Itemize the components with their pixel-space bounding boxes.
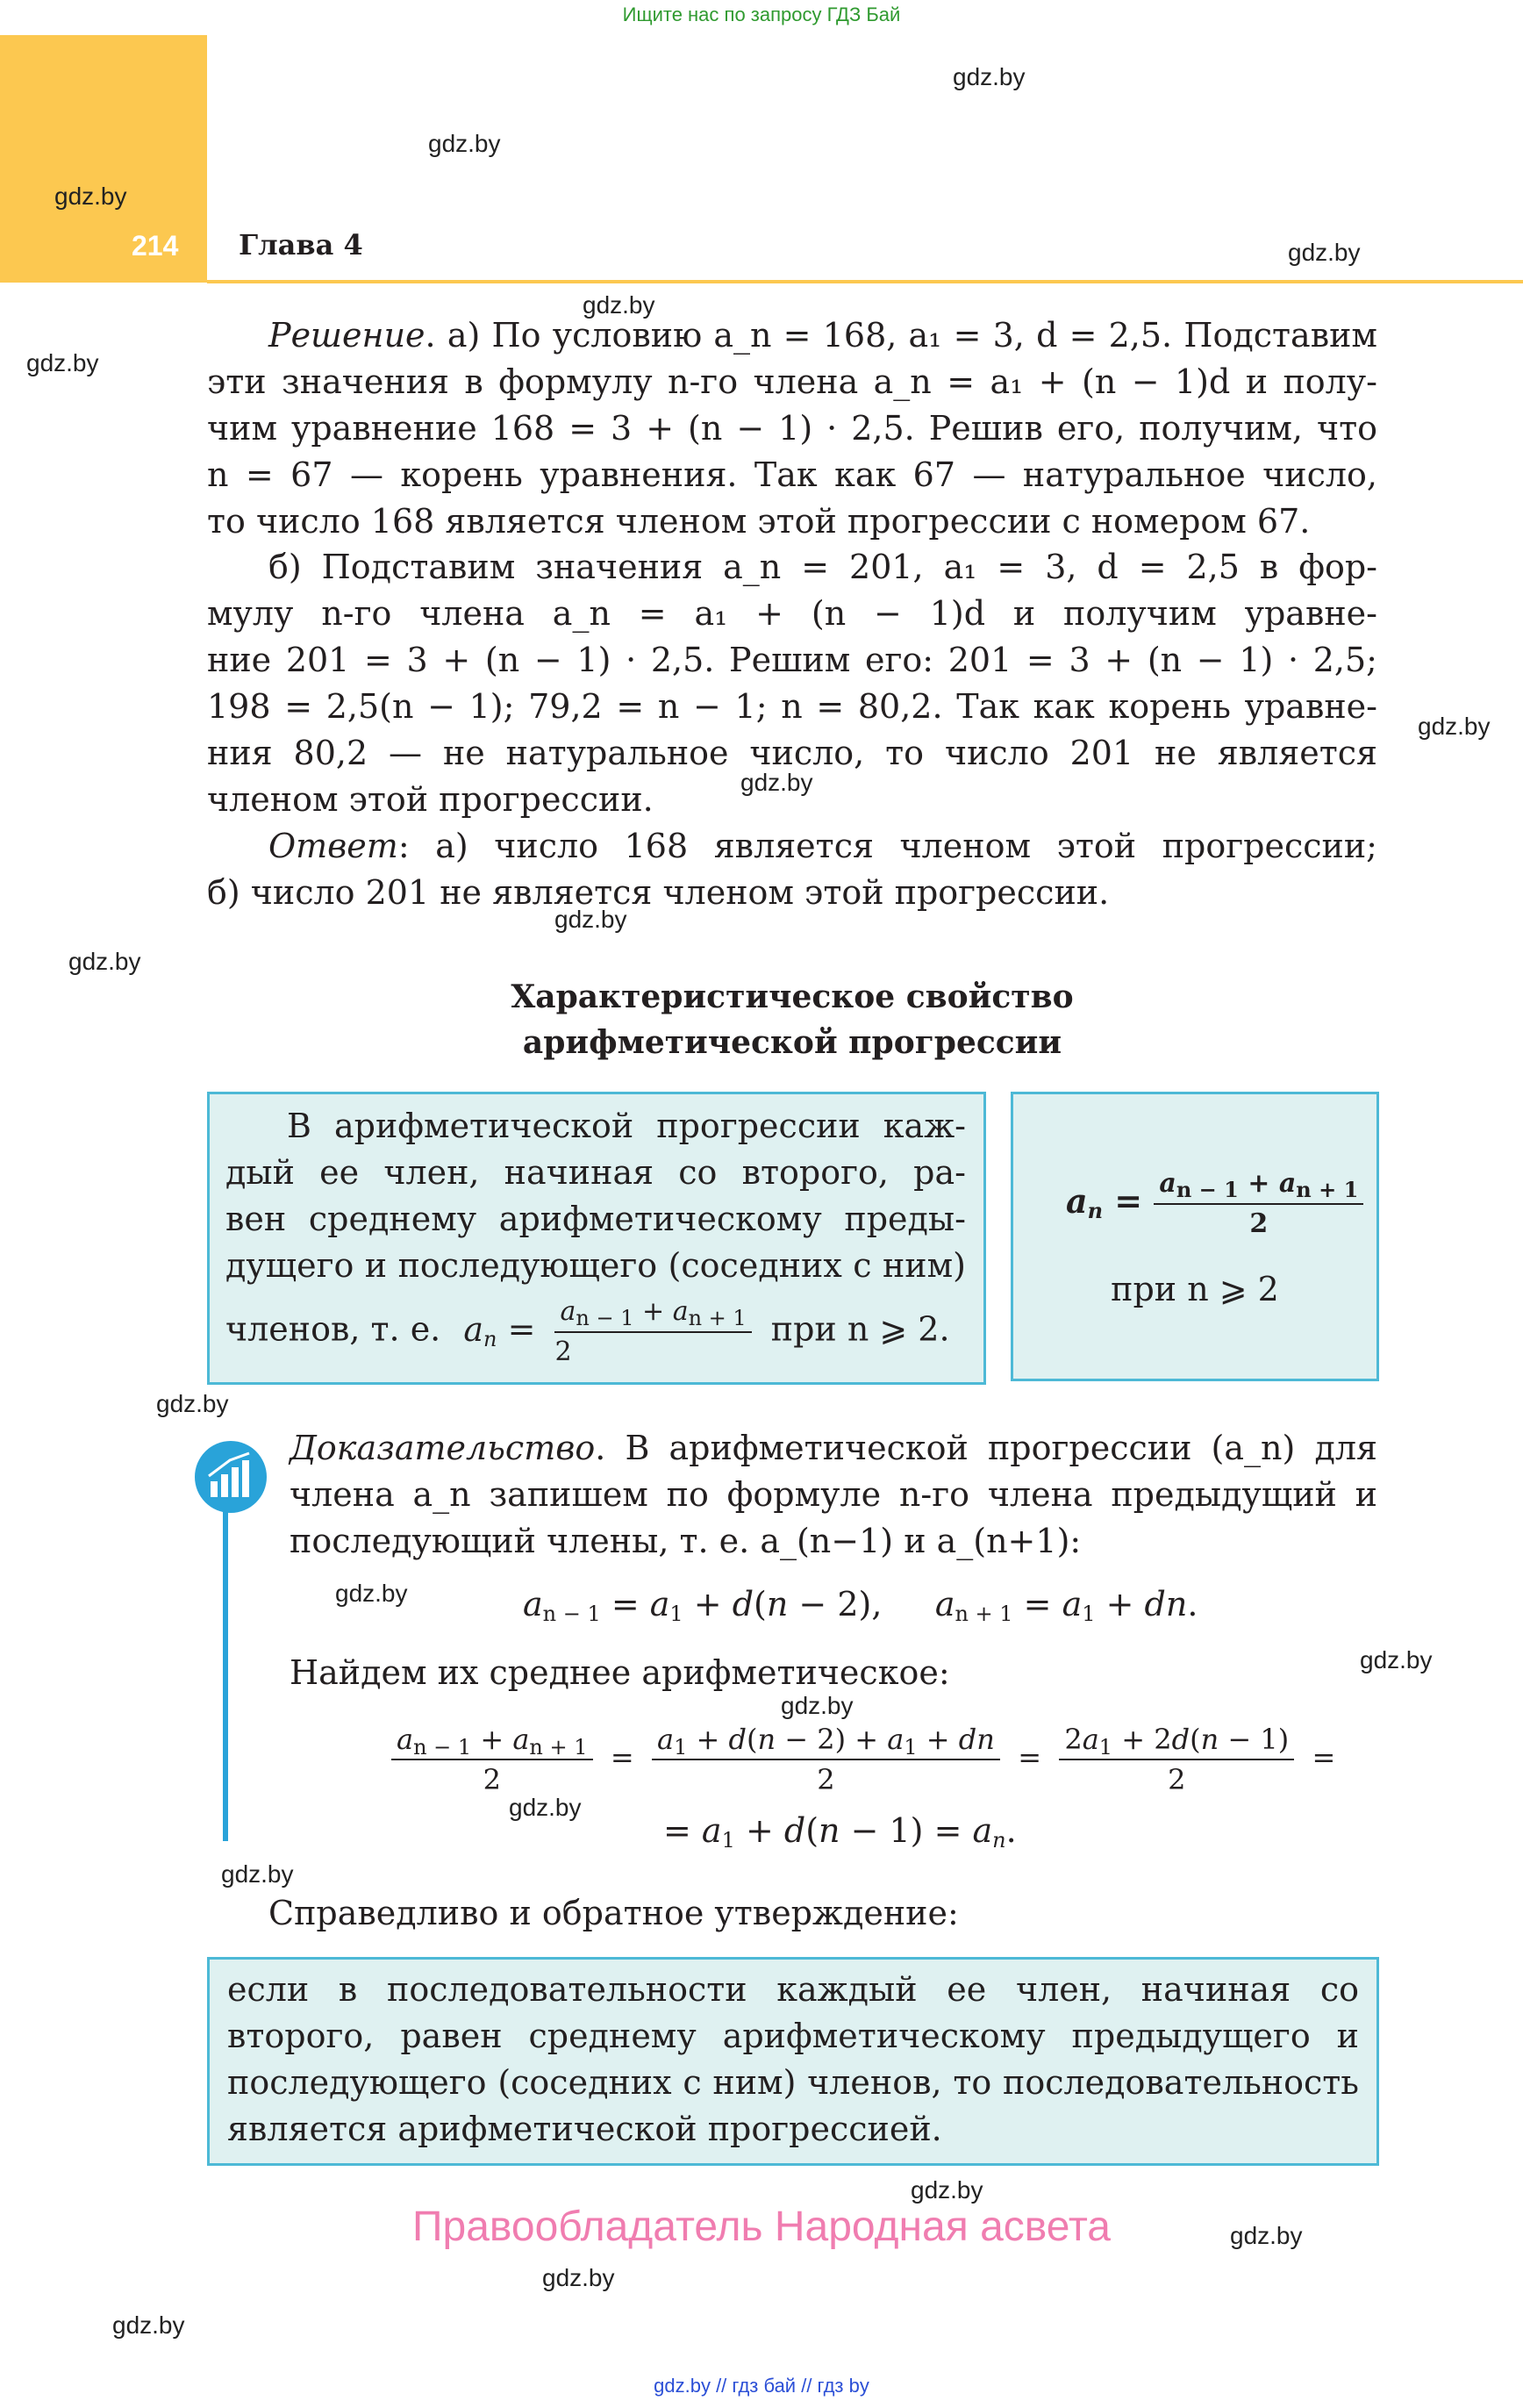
text-line: . В арифметической прогрессии (a_n) для <box>595 1429 1377 1467</box>
text-line: б) число 201 не является членом этой прогрессии. <box>207 873 1110 912</box>
text-line: n = 67 — корень уравнения. Так как 67 — натуральное число, <box>207 455 1377 494</box>
text-line: дущего и последующего (соседних с ним) <box>225 1246 966 1285</box>
text-line: б) Подставим значения a_n = 201, a₁ = 3, d = 2,5 в фор- <box>268 548 1377 586</box>
watermark: gdz.by <box>542 2264 615 2291</box>
formula: $a_n$ = $\frac{a_{n - 1} + a_{n + 1}}{2}$ <box>1066 1165 1363 1243</box>
text-line: ние 201 = 3 + (n − 1) · 2,5. Решим его: 201 = 3 + (n − 1) · 2,5; <box>207 641 1377 679</box>
answer-paragraph <box>207 823 1377 916</box>
solution-paragraph-b <box>207 544 1377 823</box>
converse-box <box>207 1957 1379 2166</box>
watermark: gdz.by <box>68 948 141 975</box>
text-line: члена a_n запишем по формуле n-го члена предыдущий и <box>290 1475 1377 1514</box>
formula-fraction: $\frac{a_{n - 1} + a_{n + 1}}{2}$ <box>1154 1165 1363 1243</box>
text-line: ния 80,2 — не натуральное число, то число 201 не является <box>207 734 1377 772</box>
watermark: gdz.by <box>1230 2222 1303 2249</box>
text-line: эти значения в формулу n-го члена a_n = a₁ + (n − 1)d и полу- <box>207 362 1377 401</box>
watermark: gdz.by <box>740 769 813 796</box>
text-line: дый ее член, начиная со второго, ра- <box>225 1153 966 1192</box>
solution-paragraph-a: Решение. а) По условию a_n = 168, a₁ = 3, d = 2,5. Подставим эти значения в формулу n-го члена a_n = a₁ + (n − 1)d и полу- чим уравнение 168 = 3 + (n − 1) · 2,5. Решив его, получим, что n = 67 — корень уравнения. Так как 67 — натуральное число, то число 168 является членом этой прогрессии с номером 67. <box>207 312 1377 545</box>
watermark: gdz.by <box>1360 1646 1433 1673</box>
watermark: gdz.by <box>54 183 127 210</box>
formula-box <box>1011 1092 1379 1381</box>
header-rule <box>207 280 1523 283</box>
mean-equation: $\frac{a_{n - 1} + a_{n + 1}}{2}$ = $\frac{a_1 + d(n - 2) + a_1 + dn}{2}$ = $\frac{2a_1 + 2d(n - 1)}{2}$ = <box>391 1720 1335 1799</box>
proof-label: Доказательство <box>290 1429 596 1467</box>
chapter-title: Глава 4 <box>239 228 363 262</box>
text-line: членов, т. е. <box>225 1309 441 1349</box>
watermark: gdz.by <box>583 291 655 319</box>
section-heading <box>207 974 1377 1065</box>
mean-intro: Найдем их среднее арифметическое: <box>290 1653 950 1692</box>
solution-label: Решение <box>268 316 425 355</box>
formula-condition: при n ⩾ 2 <box>1111 1270 1279 1308</box>
text-line: последующего (соседних с ним) членов, то последовательность <box>227 2063 1359 2102</box>
watermark: gdz.by <box>1418 713 1491 740</box>
text-line: а) По условию a_n = 168, a₁ = 3, d = 2,5. Подставим <box>447 316 1377 355</box>
text-line: мулу n-го члена a_n = a₁ + (n − 1)d и получим уравне- <box>207 594 1377 633</box>
neighbor-terms-equation: $a_{n - 1} = a_1 + d(n - 2)$, $a_{n + 1} = a_1$ + dn. <box>523 1585 1198 1626</box>
watermark: gdz.by <box>554 906 627 933</box>
watermark: gdz.by <box>221 1860 294 1888</box>
watermark: gdz.by <box>953 63 1026 90</box>
mean-result: = $a_1 + d(n - 1) = a_n$. <box>663 1811 1017 1853</box>
watermark: gdz.by <box>428 130 501 157</box>
top-search-hint[interactable]: Ищите нас по запросу ГДЗ Бай <box>622 4 901 25</box>
inline-fraction: $\frac{a_{n - 1} + a_{n + 1}}{2}$ <box>554 1293 751 1372</box>
watermark: gdz.by <box>781 1692 854 1719</box>
watermark: gdz.by <box>112 2311 185 2339</box>
heading-line: Характеристическое свойство <box>511 978 1074 1015</box>
watermark: gdz.by <box>1288 239 1361 266</box>
watermark: gdz.by <box>509 1794 582 1821</box>
text-line: вен среднему арифметическому преды- <box>225 1200 966 1238</box>
heading-line: арифметической прогрессии <box>522 1024 1062 1061</box>
property-box: В арифметической прогрессии каж- дый ее член, начиная со второго, ра- вен среднему арифметическому преды- дущего и последующего (соседних с ним) членов, т. е. $a_n$ = $\frac{a_{n - 1} + a_{n + 1}}{2}$ при n ⩾ 2. <box>207 1092 986 1385</box>
text-line: : а) число 168 является членом этой прогрессии; <box>397 827 1377 865</box>
watermark: gdz.by <box>911 2176 983 2204</box>
watermark: gdz.by <box>26 349 99 376</box>
text-line: то число 168 является членом этой прогрессии с номером 67. <box>207 502 1311 541</box>
answer-label: Ответ <box>268 827 398 865</box>
text-line: если в последовательности каждый ее член, начиная со <box>227 1970 1359 2009</box>
converse-intro: Справедливо и обратное утверждение: <box>268 1894 959 1932</box>
text-line: второго, равен среднему арифметическому предыдущего и <box>227 2017 1359 2055</box>
text-line: членом этой прогрессии. <box>207 780 654 819</box>
watermark: gdz.by <box>335 1580 408 1607</box>
copyright-footer: Правообладатель Народная асвета <box>412 2204 1111 2250</box>
proof-sidebar-line <box>223 1508 228 1841</box>
text-line: В арифметической прогрессии каж- <box>287 1107 966 1145</box>
proof-paragraph <box>290 1425 1377 1565</box>
text-line: 198 = 2,5(n − 1); 79,2 = n − 1; n = 80,2. Так как корень уравне- <box>207 687 1377 726</box>
text-line: чим уравнение 168 = 3 + (n − 1) · 2,5. Решив его, получим, что <box>207 409 1377 448</box>
chart-growth-icon <box>195 1441 267 1513</box>
text-line: последующий члены, т. е. a_(n−1) и a_(n+1): <box>290 1522 1082 1560</box>
page-number: 214 <box>132 230 179 262</box>
text-line: является арифметической прогрессией. <box>227 2110 942 2148</box>
text-line: при n ⩾ 2. <box>770 1309 950 1349</box>
bottom-links[interactable]: gdz.by // гдз бай // гдз by <box>654 2375 869 2397</box>
watermark: gdz.by <box>156 1390 229 1417</box>
